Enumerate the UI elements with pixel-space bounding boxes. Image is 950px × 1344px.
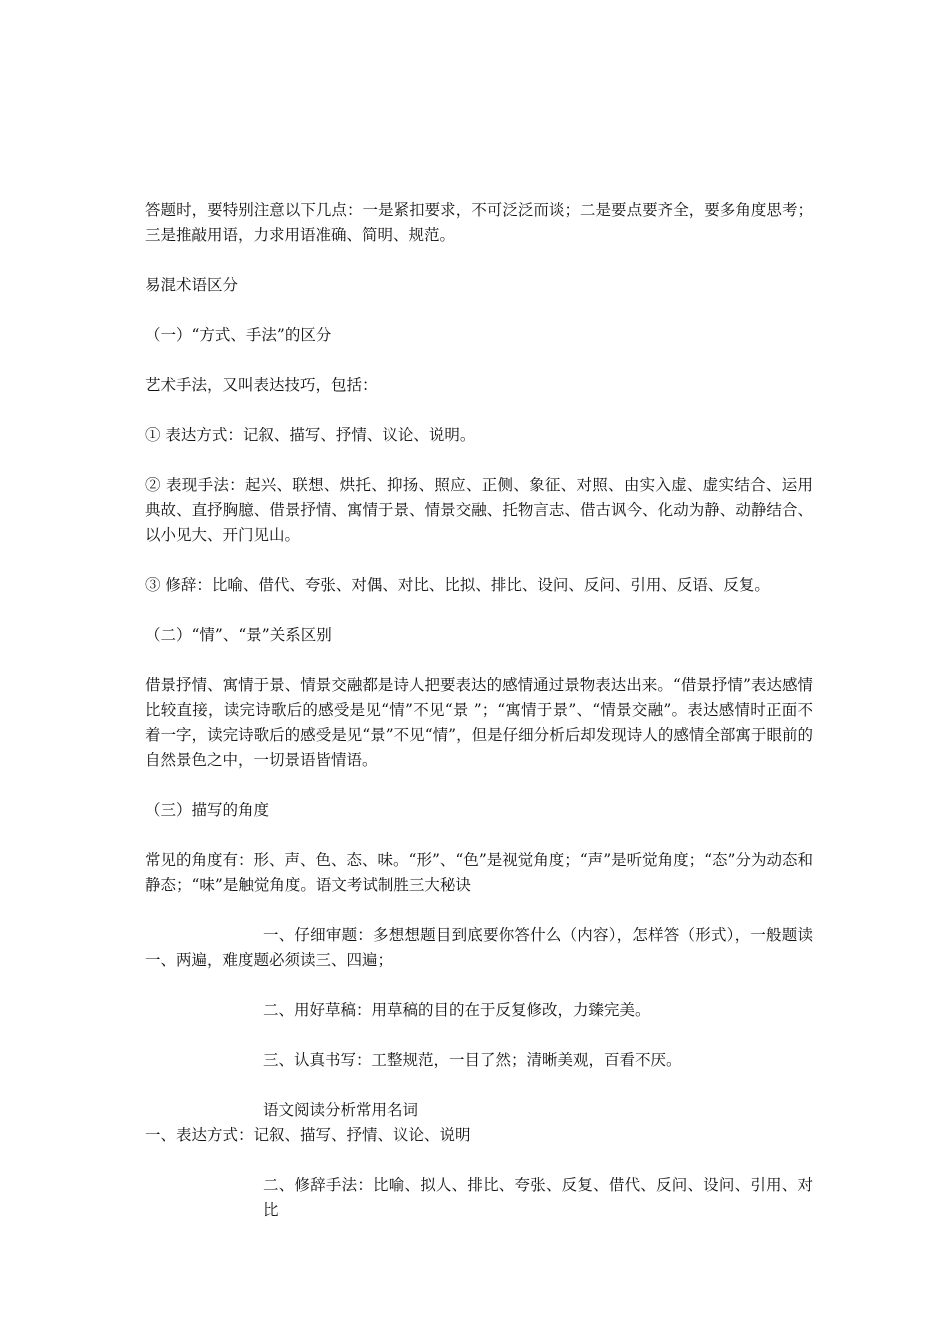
tip-read-carefully: 一、仔细审题：多想想题目到底要你答什么（内容），怎样答（形式），一般题读一、两遍，难度题必须读三、四遍；	[145, 926, 813, 969]
document-body	[145, 198, 813, 1248]
paragraph-artistic-techniques: 艺术手法，又叫表达技巧，包括：	[145, 376, 378, 394]
paragraph-description-angles: 常见的角度有：形、声、色、态、味。“形”、“色”是视觉角度；“声”是听觉角度；“态”分为动态和静态；“味”是触觉角度。语文考试制胜三大秘诀	[145, 851, 813, 894]
tip-write-neatly: 三、认真书写：工整规范，一目了然；清晰美观，百看不厌。	[263, 1051, 682, 1069]
list-item-rhetoric: ③ 修辞：比喻、借代、夸张、对偶、对比、比拟、排比、设问、反问、引用、反语、反复。	[145, 576, 770, 594]
term-expression-modes: 一、表达方式：记叙、描写、抒情、议论、说明	[145, 1126, 471, 1144]
heading-confusing-terms: 易混术语区分	[145, 276, 239, 294]
paragraph-emotion-scene: 借景抒情、寓情于景、情景交融都是诗人把要表达的感情通过景物表达出来。“借景抒情”表达感情比较直接，读完诗歌后的感受是见“情”不见“景 ”；“寓情于景”、“情景交融”。表达感情时正面不着一字，读完诗歌后的感受是见“景”不见“情”，但是仔细分析后却发现诗人的感情全部寓于眼前的自然景色之中，一切景语皆情语。	[145, 676, 813, 769]
heading-reading-terms: 语文阅读分析常用名词	[263, 1101, 419, 1119]
list-item-expression-modes: ① 表达方式：记叙、描写、抒情、议论、说明。	[145, 426, 476, 444]
list-item-presentation-techniques: ② 表现手法：起兴、联想、烘托、抑扬、照应、正侧、象征、对照、由实入虚、虚实结合、运用典故、直抒胸臆、借景抒情、寓情于景、情景交融、托物言志、借古讽今、化动为静、动静结合、以小见大、开门见山。	[145, 476, 813, 544]
subheading-method-technique: （一）“方式、手法”的区分	[145, 326, 332, 344]
paragraph-answer-tips: 答题时，要特别注意以下几点：一是紧扣要求，不可泛泛而谈；二是要点要齐全，要多角度思考；三是推敲用语，力求用语准确、简明、规范。	[145, 201, 813, 244]
term-rhetorical-devices: 二、修辞手法：比喻、拟人、排比、夸张、反复、借代、反问、设问、引用、对比	[263, 1176, 813, 1219]
tip-use-draft: 二、用好草稿：用草稿的目的在于反复修改，力臻完美。	[263, 1001, 651, 1019]
subheading-description-angles: （三）描写的角度	[145, 801, 270, 819]
subheading-emotion-scene: （二）“情”、“景”关系区别	[145, 626, 332, 644]
